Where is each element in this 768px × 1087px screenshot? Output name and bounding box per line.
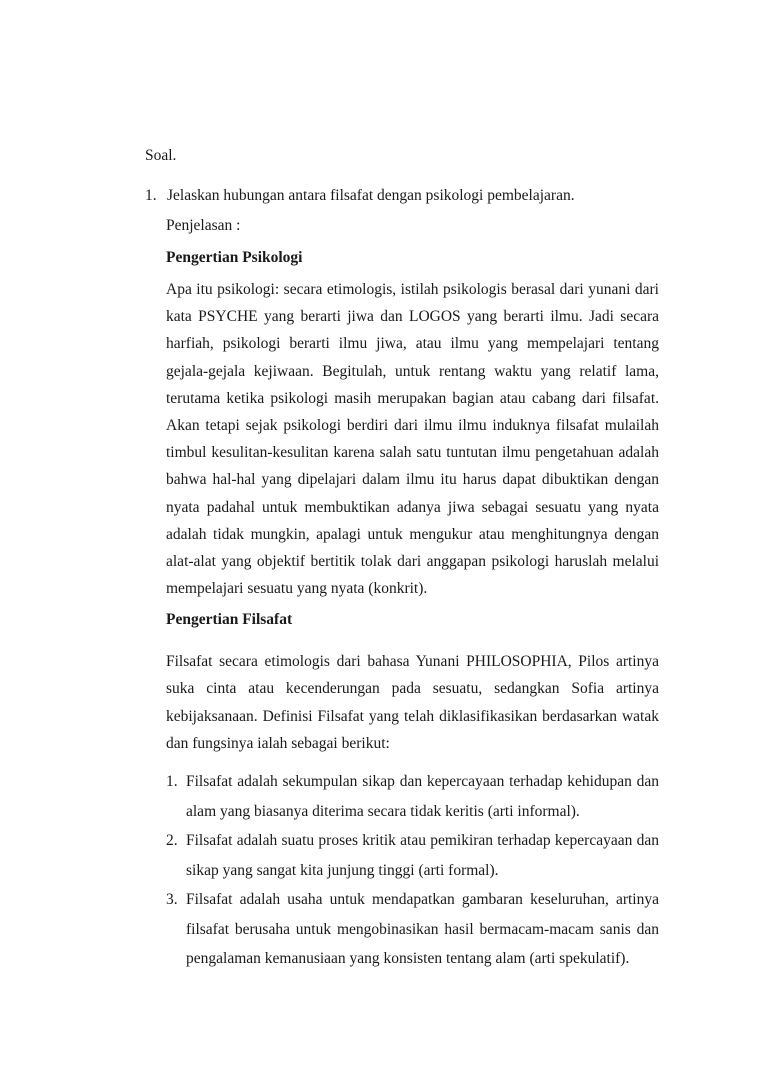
definition-number: 3.	[166, 891, 178, 908]
definition-number: 1.	[166, 773, 178, 790]
question-text: Jelaskan hubungan antara filsafat dengan psikologi pembelajaran.	[167, 187, 575, 204]
definition-number: 2.	[166, 832, 178, 849]
definition-item	[166, 767, 659, 826]
definition-text: Filsafat adalah suatu proses kritik atau pemikiran terhadap kepercayaan dan sikap yang sangat kita junjung tinggi (arti formal).	[186, 832, 659, 879]
heading-pengertian-filsafat: Pengertian Filsafat	[166, 611, 293, 628]
heading-pengertian-psikologi: Pengertian Psikologi	[166, 249, 303, 266]
penjelasan-label: Penjelasan :	[166, 217, 241, 234]
section-heading-soal: Soal.	[145, 147, 177, 164]
definition-item	[166, 826, 659, 885]
paragraph-psikologi: Apa itu psikologi: secara etimologis, istilah psikologis berasal dari yunani dari kata PSYCHE yang berarti jiwa dan LOGOS yang berarti ilmu. Jadi secara harfiah, psikologi berarti ilmu jiwa, atau ilmu yang mempelajari tentang gejala-gejala kejiwaan. Begitulah, untuk rentang waktu yang relatif lama, terutama ketika psikologi masih merupakan bagian atau cabang dari filsafat. Akan tetapi sejak psikologi berdiri dari ilmu ilmu induknya filsafat mulailah timbul kesulitan-kesulitan karena salah satu tuntutan ilmu pengetahuan adalah bahwa hal-hal yang dipelajari dalam ilmu itu harus dapat dibuktikan dengan nyata padahal untuk membuktikan adanya jiwa sebagai sesuatu yang nyata adalah tidak mungkin, apalagi untuk mengukur atau menghitungnya dengan alat-alat yang objektif bertitik tolak dari anggapan psikologi haruslah melalui mempelajari sesuatu yang nyata (konkrit).	[166, 281, 659, 598]
definition-text: Filsafat adalah usaha untuk mendapatkan gambaran keseluruhan, artinya filsafat berusaha untuk mengobinasikan hasil bermacam-macam sanis dan pengalaman kemanusiaan yang konsisten tentang alam (arti spekulatif).	[186, 891, 659, 967]
question-number: 1.	[145, 187, 157, 204]
question-1	[145, 186, 575, 206]
definition-item	[166, 885, 659, 974]
definition-text: Filsafat adalah sekumpulan sikap dan kepercayaan terhadap kehidupan dan alam yang biasanya diterima secara tidak keritis (arti informal).	[186, 773, 659, 820]
paragraph-filsafat: Filsafat secara etimologis dari bahasa Yunani PHILOSOPHIA, Pilos artinya suka cinta atau kecenderungan pada sesuatu, sedangkan Sofia artinya kebijaksanaan. Definisi Filsafat yang telah diklasifikasikan berdasarkan watak dan fungsinya ialah sebagai berikut:	[166, 653, 659, 753]
definition-list	[166, 767, 659, 974]
